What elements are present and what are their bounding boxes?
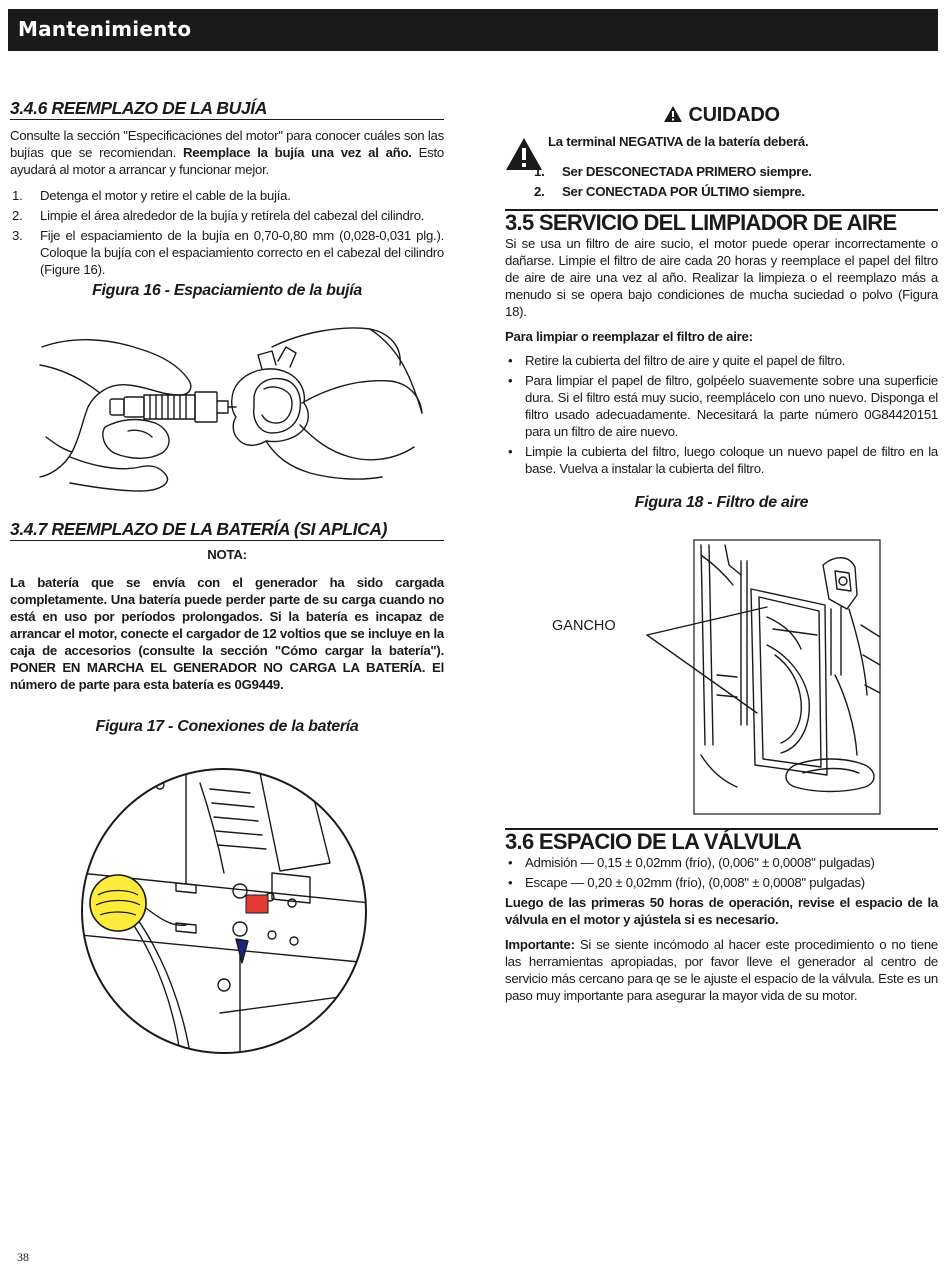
battery-note: La batería que se envía con el generador ha sido cargada completamente. Una batería puede perder parte de su carga cuando no está en uso por períodos prolongados. Si la batería es incapaz de arrancar el motor, conecte el cargador de 12 voltios que se incluye en la caja de accesorios (consulte la sección "Cómo cargar la batería"). PONER EN MARCHA EL GENERADOR NO CARGA LA BATERÍA. El número de parte para esta batería es 0G9449. [10,575,444,692]
air-filter-illustration [505,525,938,815]
heading-spark-plug: 3.4.6 REEMPLAZO DE LA BUJÍA [10,100,444,120]
list-item: 2. Limpie el área alrededor de la bujía y retírela del cabezal del cilindro. [12,208,425,223]
section-title: Mantenimiento [18,17,192,41]
valve-bold-note: Luego de las primeras 50 horas de operación, revise el espacio de la válvula en el motor y ajústela si es necesario. [505,895,938,927]
figure-18-caption: Figura 18 - Filtro de aire [634,494,809,511]
list-item: • Escape — 0,20 ± 0,02mm (frío), (0,008" ± 0,0008" pulgadas) [505,874,938,891]
left-column [10,100,444,1063]
figure-17-caption: Figura 17 - Conexiones de la batería [95,718,359,735]
heading-battery: 3.4.7 REEMPLAZO DE LA BATERÍA (SI APLICA) [10,521,444,541]
right-column [505,105,938,1004]
section-header-bar [8,9,938,51]
page-number: 38 [17,1250,29,1264]
gancho-callout: GANCHO [552,618,616,634]
list-item: • Admisión — 0,15 ± 0,02mm (frío), (0,006" ± 0,0008" pulgadas) [505,854,938,871]
spark-plug-intro: Consulte la sección "Especificaciones del motor" para conocer cuáles son las bujías que se recomiendan. Reemplace la bujía una vez al año. Esto ayudará al motor a arrancar y funcionar mejor. [10,128,444,177]
air-cleaner-steps [505,352,938,477]
list-item: 1. Ser DESCONECTADA PRIMERO siempre. [534,164,812,179]
list-item: 2. Ser CONECTADA POR ÚLTIMO siempre. [534,184,805,199]
note-label: NOTA: [207,547,247,562]
caution-box [505,133,938,200]
valve-clearance-specs [505,854,938,891]
spark-plug-steps [10,187,444,278]
list-item: • Limpie la cubierta del filtro, luego coloque un nuevo papel de filtro en la base. Vuelva a instalar la cubierta del filtro. [505,443,938,477]
spark-plug-gap-illustration [10,307,444,497]
list-item: • Retire la cubierta del filtro de aire y quite el papel de filtro. [505,352,938,369]
battery-connections-illustration [10,753,444,1063]
warning-icon [663,105,683,126]
valve-important-note: Importante: Si se siente incómodo al hacer este procedimiento o no tiene las herramientas apropiadas, por favor lleve el generador al centro de servicio más cercano para qe se le ajuste el espacio de la válvula. Este es un paso muy importante para asegurar la mayor vida de su motor. [505,937,938,1003]
air-cleaner-subhead: Para limpiar o reemplazar el filtro de aire: [505,329,753,344]
caution-lead: La terminal NEGATIVA de la batería deberá. [548,134,809,149]
air-cleaner-body: Si se usa un filtro de aire sucio, el motor puede operar incorrectamente o dañarse. Limpie el filtro de aire cada 20 horas y reemplace el papel del filtro de aire de aire una vez al año. Realizar la limpieza o el reemplazo más a menudo si se opera bajo condiciones de mucha suciedad o polvo (Figura 18). [505,236,938,319]
list-item: 1. Detenga el motor y retire el cable de la bujía. [12,188,291,203]
figure-16-caption: Figura 16 - Espaciamiento de la bujía [92,282,362,299]
heading-valve-clearance: 3.6 ESPACIO DE LA VÁLVULA [505,828,938,850]
caution-heading: CUIDADO [505,105,938,126]
list-item: 3. Fije el espaciamiento de la bujía en 0,70-0,80 mm (0,028-0,031 plg.). Coloque la bujía con el espaciamiento correcto en el cabezal del cilindro (Figure 16). [12,228,445,277]
air-filter-figure [505,525,938,815]
heading-air-cleaner: 3.5 SERVICIO DEL LIMPIADOR DE AIRE [505,209,938,231]
caution-list [505,163,938,200]
list-item: • Para limpiar el papel de filtro, golpéelo suavemente sobre una superficie dura. Si el filtro está muy sucio, reemplácelo con uno nuevo. Disponga el filtro usado adecuadamente. Necesitará la parte número 0G84420151 para un filtro de aire nuevo. [505,372,938,440]
